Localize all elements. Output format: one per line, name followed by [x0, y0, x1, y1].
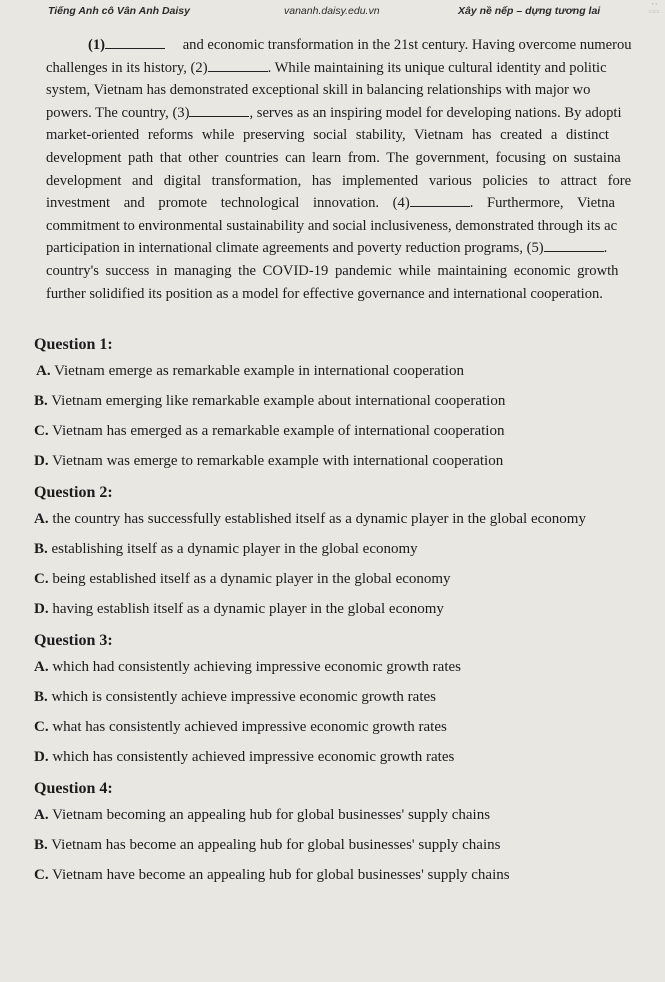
question-block [34, 778, 665, 890]
question-title: Question 1: [34, 336, 113, 353]
option-text: Vietnam was emerge to remarkable example with international cooperation [52, 453, 504, 469]
question-block [34, 334, 665, 476]
passage-line: development path that other countries can learn from. The government, focusing on sustaina [46, 149, 621, 166]
option-b[interactable] [34, 682, 665, 712]
option-c[interactable] [34, 860, 665, 890]
option-a[interactable] [34, 652, 665, 682]
option-a[interactable] [34, 504, 665, 534]
option-text: the country has successfully established itself as a dynamic player in the global economy [52, 511, 586, 527]
passage-text: . While maintaining its unique cultural identity and politic [267, 59, 607, 76]
passage-line: development and digital transformation, has implemented various policies to attract fore [46, 172, 632, 189]
option-d[interactable] [34, 594, 665, 624]
passage-text: and economic transformation in the 21st century. Having overcome numerou [182, 37, 632, 53]
passage-line [46, 57, 665, 80]
question-title: Question 2: [34, 484, 113, 501]
passage-line [46, 34, 665, 57]
answer-blank [105, 36, 165, 49]
passage-text: investment and promote technological innovation. (4) [46, 195, 410, 212]
corner-logo-icon: ◔◔ ▭▭ [648, 2, 660, 15]
passage-line: system, Vietnam has demonstrated exceptional skill in balancing relationships with major wo [46, 82, 591, 99]
option-text: Vietnam have become an appealing hub for global businesses' supply chains [52, 867, 510, 883]
option-letter: C. [34, 867, 49, 883]
option-letter: C. [34, 423, 49, 439]
option-a[interactable] [34, 356, 665, 386]
option-c[interactable] [34, 416, 665, 446]
option-b[interactable] [34, 830, 665, 860]
answer-blank [208, 59, 268, 72]
option-letter: B. [34, 837, 48, 853]
passage-line: further solidified its position as a model for effective governance and international cooperation. [46, 285, 603, 302]
answer-blank [544, 239, 604, 252]
answer-blank [189, 104, 249, 117]
option-text: being established itself as a dynamic player in the global economy [52, 571, 451, 587]
question-title: Question 4: [34, 780, 113, 797]
header-slogan: Xây nề nếp – dựng tương lai [458, 5, 601, 17]
option-letter: C. [34, 571, 49, 587]
header-teacher-name: Tiếng Anh cô Vân Anh Daisy [48, 5, 190, 17]
option-text: which is consistently achieve impressive economic growth rates [51, 689, 436, 705]
passage-line [46, 192, 665, 215]
option-text: Vietnam has become an appealing hub for global businesses' supply chains [51, 837, 501, 853]
passage-line [46, 237, 665, 260]
option-text: Vietnam emerge as remarkable example in international cooperation [54, 363, 464, 379]
option-b[interactable] [34, 386, 665, 416]
passage-text: , serves as an inspiring model for developing nations. By adopti [249, 104, 622, 121]
option-letter: A. [36, 363, 51, 379]
question-block [34, 482, 665, 624]
option-text: which has consistently achieved impressive economic growth rates [52, 749, 455, 765]
passage-line: country's success in managing the COVID-19 pandemic while maintaining economic growth [46, 262, 619, 279]
passage-text: powers. The country, (3) [46, 104, 190, 121]
option-c[interactable] [34, 712, 665, 742]
option-d[interactable] [34, 446, 665, 476]
option-letter: B. [34, 541, 48, 557]
reading-passage [46, 34, 665, 305]
passage-line [46, 102, 665, 125]
question-list [34, 334, 665, 896]
option-letter: C. [34, 719, 49, 735]
option-letter: B. [34, 689, 48, 705]
option-c[interactable] [34, 564, 665, 594]
question-block [34, 630, 665, 772]
header-website: vananh.daisy.edu.vn [284, 5, 380, 17]
option-letter: D. [34, 749, 49, 765]
question-title: Question 3: [34, 632, 113, 649]
answer-blank [410, 194, 470, 207]
option-text: what has consistently achieved impressive economic growth rates [52, 719, 447, 735]
option-text: which had consistently achieving impressive economic growth rates [52, 659, 461, 675]
option-letter: D. [34, 601, 49, 617]
option-letter: A. [34, 511, 49, 527]
passage-line: commitment to environmental sustainability and social inclusiveness, demonstrated through its ac [46, 217, 618, 234]
option-text: Vietnam emerging like remarkable example about international cooperation [51, 393, 506, 409]
option-letter: B. [34, 393, 48, 409]
option-letter: D. [34, 453, 49, 469]
passage-line: market-oriented reforms while preserving social stability, Vietnam has created a distinct [46, 127, 609, 144]
passage-text: participation in international climate agreements and poverty reduction programs, (5) [46, 240, 544, 257]
page-header [48, 5, 657, 21]
passage-text: challenges in its history, (2) [46, 59, 208, 76]
blank-1-label: (1) [88, 37, 106, 53]
option-text: Vietnam becoming an appealing hub for global businesses' supply chains [52, 807, 491, 823]
option-text: establishing itself as a dynamic player in the global economy [51, 541, 418, 557]
option-text: having establish itself as a dynamic player in the global economy [52, 601, 444, 617]
passage-text: . [603, 240, 608, 257]
option-letter: A. [34, 807, 49, 823]
passage-text: . Furthermore, Vietna [469, 195, 615, 212]
option-d[interactable] [34, 742, 665, 772]
option-a[interactable] [34, 800, 665, 830]
option-text: Vietnam has emerged as a remarkable example of international cooperation [52, 423, 505, 439]
option-b[interactable] [34, 534, 665, 564]
option-letter: A. [34, 659, 49, 675]
